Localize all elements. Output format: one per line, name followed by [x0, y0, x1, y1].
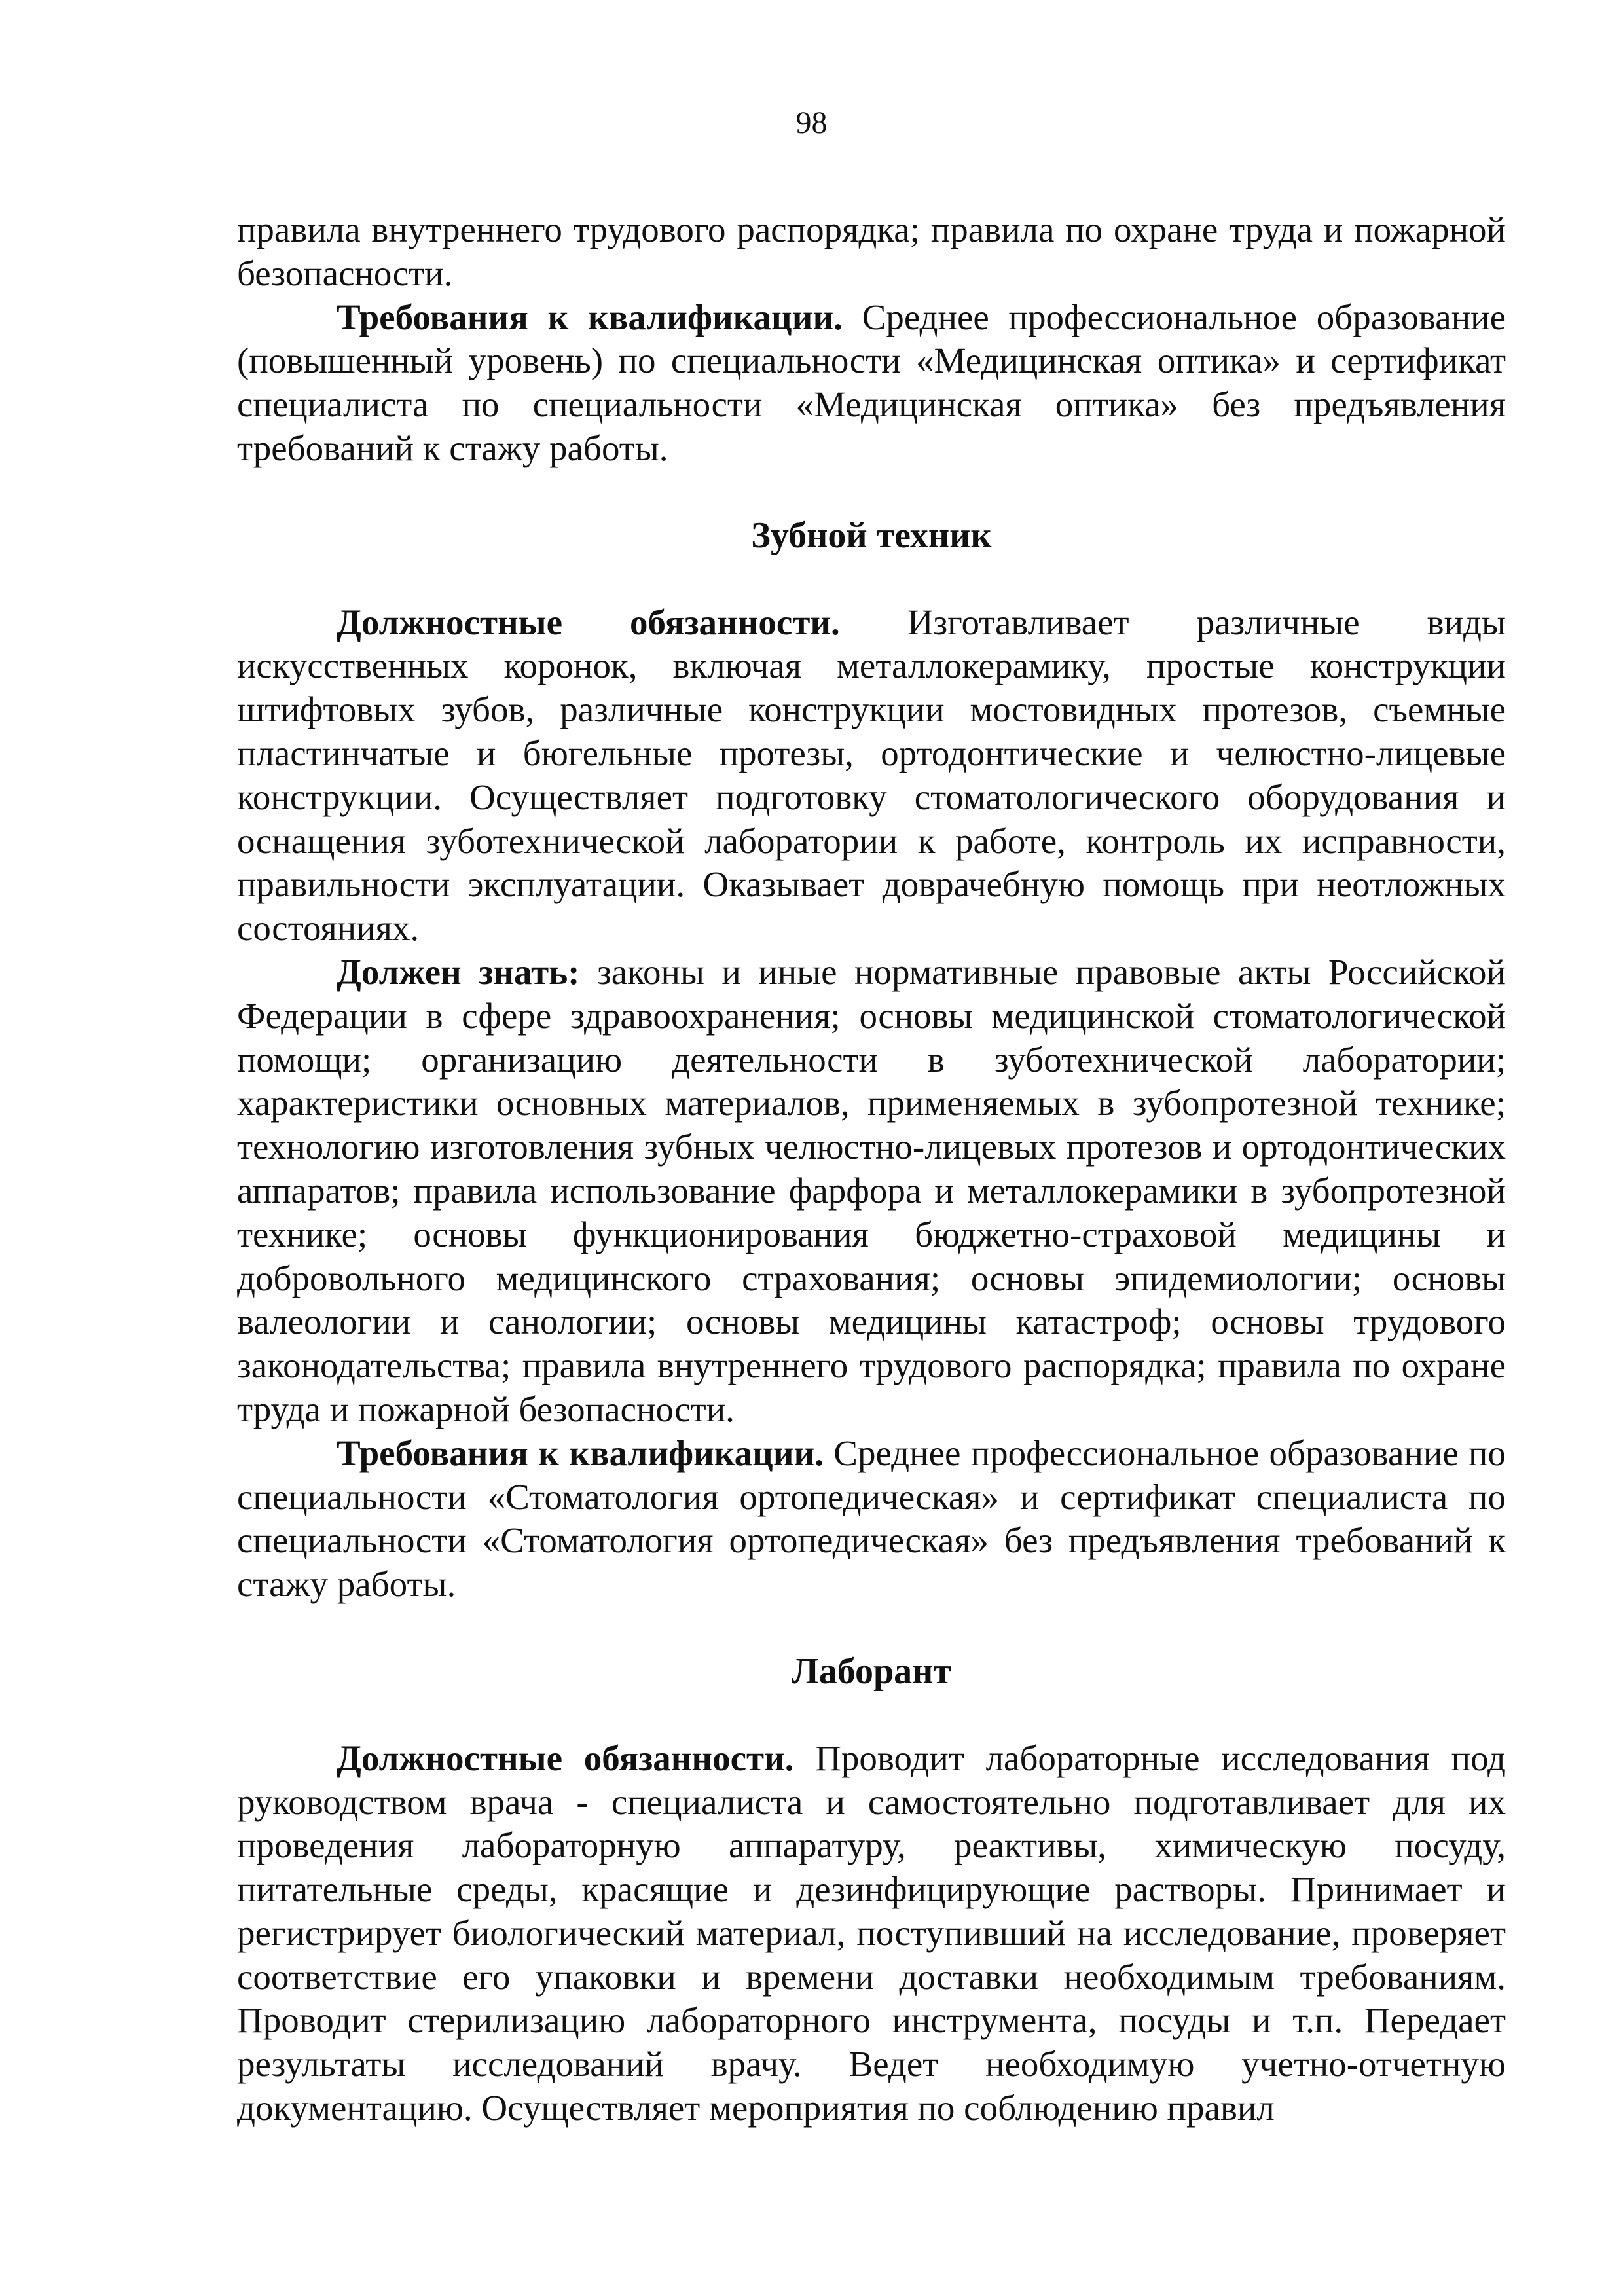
paragraph-dental-duties: [237, 601, 1506, 951]
duties-lead: Должностные обязанности.: [337, 602, 840, 642]
paragraph-dental-knowledge: [237, 951, 1506, 1432]
paragraph-dental-qualification: [237, 1432, 1506, 1607]
duties-lead: Должностные обязанности.: [337, 1738, 794, 1778]
qualification-text: Среднее профессиональное образование (повышенный уровень) по специальности «Медицинская оптика» и сертификат специалиста по специальности «Медицинская оптика» без предъявления требований к стажу работы.: [237, 297, 1506, 468]
page-number: 98: [795, 105, 828, 140]
spacer: [237, 1694, 1506, 1737]
spacer: [237, 471, 1506, 514]
spacer: [237, 558, 1506, 601]
qualification-text: Среднее профессиональное образование по специальности «Стоматология ортопедическая» и сертификат специалиста по специальности «Стоматология ортопедическая» без предъявления требований к стажу работы.: [237, 1432, 1506, 1605]
spacer: [237, 1607, 1506, 1650]
knowledge-text: законы и иные нормативные правовые акты Российской Федерации в сфере здравоохранения; основы медицинской стоматологической помощи; организацию деятельности в зуботехнической лаборатории; характеристики основных материалов, применяемых в зубопротезной технике; технологию изготовления зубных челюстно-лицевых протезов и ортодонтических аппаратов; правила использование фарфора и металлокерамики в зубопротезной технике; основы функционирования бюджетно-страховой медицины и добровольного медицинского страхования; основы эпидемиологии; основы валеологии и санологии; основы медицины катастроф; основы трудового законодательства; правила внутреннего трудового распорядка; правила по охране труда и пожарной безопасности.: [237, 951, 1506, 1429]
duties-text: Изготавливает различные виды искусственных коронок, включая металлокерамику, простые конструкции штифтовых зубов, различные конструкции мостовидных протезов, съемные пластинчатые и бюгельные протезы, ортодонтические и челюстно-лицевые конструкции. Осуществляет подготовку стоматологического оборудования и оснащения зуботехнической лаборатории к работе, контроль их исправности, правильности эксплуатации. Оказывает доврачебную помощь при неотложных состояниях.: [237, 602, 1506, 949]
page-content: [237, 208, 1506, 2130]
paragraph-prev-rules: правила внутреннего трудового распорядка; правила по охране труда и пожарной безопасности.: [237, 210, 1506, 293]
paragraph-lab-duties: [237, 1737, 1506, 2130]
qualification-lead: Требования к квалификации.: [337, 297, 843, 337]
duties-text: Проводит лабораторные исследования под руководством врача - специалиста и самостоятельно подготавливает для их проведения лабораторную аппаратуру, реактивы, химическую посуду, питательные среды, красящие и дезинфицирующие растворы. Принимает и регистрирует биологический материал, поступивший на исследование, проверяет соответствие его упаковки и времени доставки необходимым требованиям. Проводит стерилизацию лабораторного инструмента, посуды и т.п. Передает результаты исследований врачу. Ведет необходимую учетно-отчетную документацию. Осуществляет мероприятия по соблюдению правил: [237, 1738, 1506, 2128]
paragraph-prev-qualification: [237, 296, 1506, 471]
knowledge-lead: Должен знать:: [337, 951, 580, 992]
section-title-lab-assistant: Лаборант: [792, 1650, 951, 1692]
qualification-lead: Требования к квалификации.: [337, 1432, 824, 1473]
section-title-dental-technician: Зубной техник: [751, 515, 992, 556]
